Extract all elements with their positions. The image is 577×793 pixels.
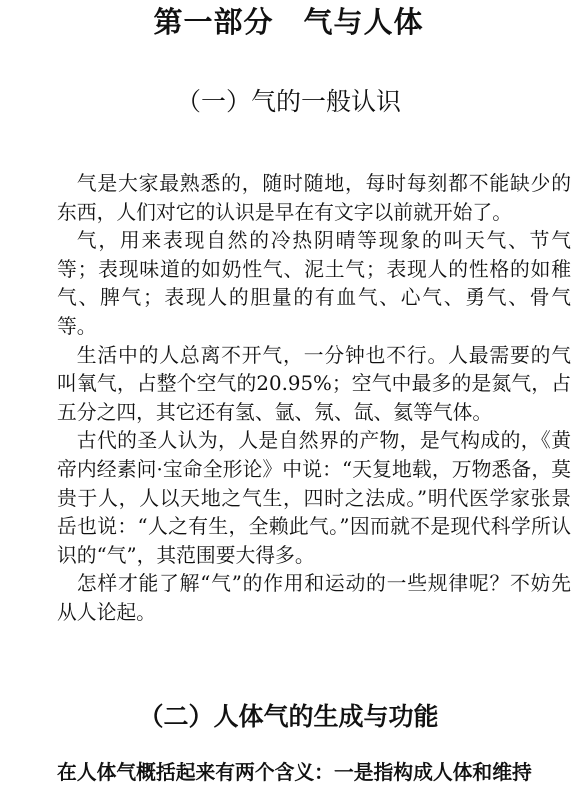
paragraph-5: 怎样才能了解“气”的作用和运动的一些规律呢？不妨先从人论起。: [57, 572, 571, 624]
paragraph-4: 古代的圣人认为，人是自然界的产物，是气构成的，《黄帝内经素问·宝命全形论》中说：“天复地载，万物悉备，莫贵于人，人以天地之气生，四时之法成。”明代医学家张景岳也说：“人之有生，全赖此气。”因而就不是现代科学所认识的“气”，其范围要大得多。: [57, 429, 571, 567]
paragraph-1: 气是大家最熟悉的，随时随地，每时每刻都不能缺少的东西，人们对它的认识是早在有文字以前就开始了。: [57, 172, 571, 224]
part-title: 第一部分 气与人体: [153, 5, 424, 39]
paragraph-2: 气，用来表现自然的冷热阴晴等现象的叫天气、节气等；表现味道的如奶性气、泥土气；表现人的性格的如稚气、脾气；表现人的胆量的有血气、心气、勇气、骨气等。: [57, 229, 571, 338]
paragraph-3: 生活中的人总离不开气，一分钟也不行。人最需要的气叫氧气，占整个空气的20.95%；空气中最多的是氮气，占五分之四，其它还有氢、氩、氖、氙、氦等气体。: [57, 343, 571, 424]
section-1-body: [57, 170, 571, 628]
section-title-1: （一）气的一般认识: [175, 87, 401, 116]
section-2-first-line: 在人体气概括起来有两个含义：一是指构成人体和维持: [57, 760, 532, 784]
section-title-2: （二）人体气的生成与功能: [138, 702, 439, 731]
